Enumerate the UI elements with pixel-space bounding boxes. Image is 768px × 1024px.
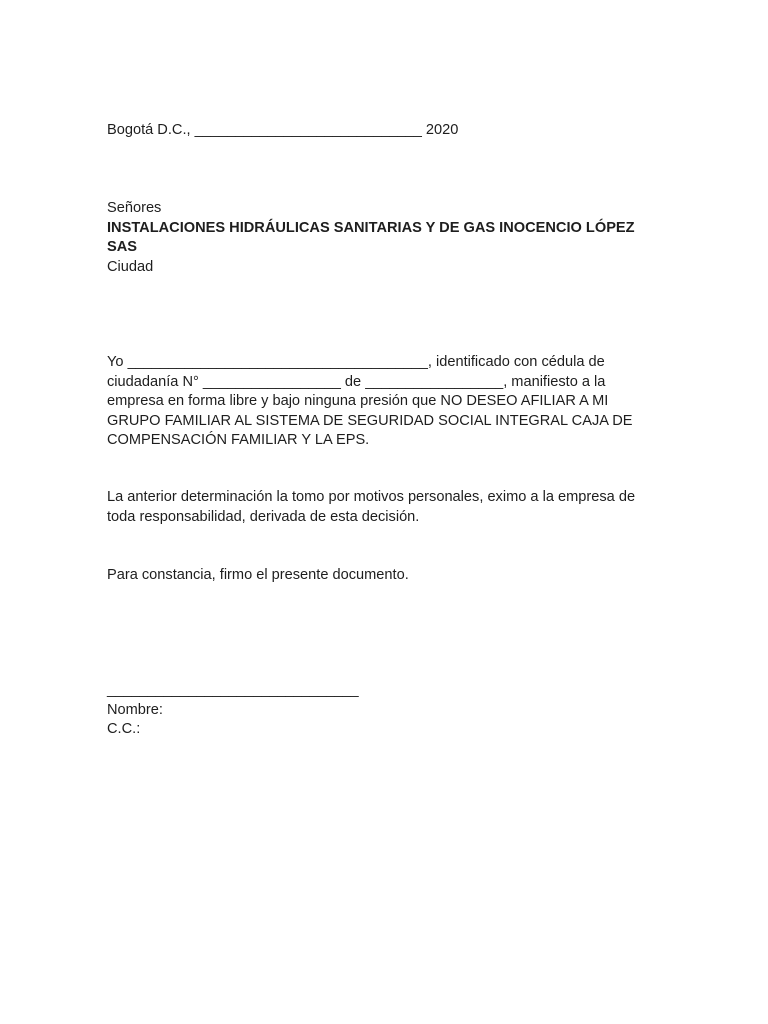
city: Ciudad: [107, 258, 154, 275]
date-line: [107, 121, 667, 141]
reason-paragraph: [107, 488, 663, 527]
signature-line: _______________________________: [107, 682, 359, 698]
reason-line: toda responsabilidad, derivada de esta decisión.: [107, 508, 420, 525]
closing-paragraph: [107, 566, 667, 586]
date-text: Bogotá D.C., ____________________________ 2020: [107, 122, 459, 138]
declaration-line: GRUPO FAMILIAR AL SISTEMA DE SEGURIDAD SOCIAL INTEGRAL CAJA DE: [107, 412, 633, 429]
declaration-line: COMPENSACIÓN FAMILIAR Y LA EPS.: [107, 432, 370, 449]
declaration-line: Yo _____________________________________, identificado con cédula de: [107, 354, 605, 370]
closing-text: Para constancia, firmo el presente documento.: [107, 567, 409, 583]
id-label: C.C.:: [107, 721, 141, 738]
declaration-line: empresa en forma libre y bajo ninguna presión que NO DESEO AFILIAR A MI: [107, 393, 609, 410]
name-label: Nombre:: [107, 701, 163, 718]
signature-block: [107, 681, 667, 740]
declaration-line: ciudadanía N° _________________ de _________________, manifiesto a la: [107, 373, 606, 390]
salutation: Señores: [107, 200, 162, 216]
reason-line: La anterior determinación la tomo por motivos personales, eximo a la empresa de: [107, 489, 636, 505]
company-name: INSTALACIONES HIDRÁULICAS SANITARIAS Y DE GAS INOCENCIO LÓPEZ SAS: [107, 219, 635, 256]
declaration-paragraph: [107, 353, 663, 451]
recipient-block: [107, 199, 667, 277]
